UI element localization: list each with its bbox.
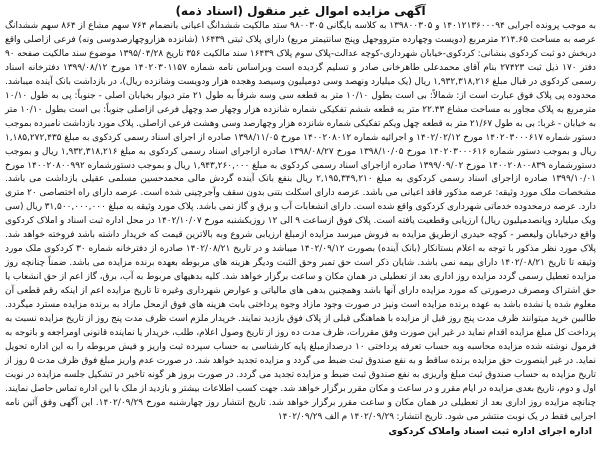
notice-title: آگهی مزایده اموال غیر منقول (اسناد ذمه)	[175, 4, 426, 18]
signature-row	[5, 426, 596, 437]
issuing-office-signature: اداره اجرای اداره ثبت اسناد واملاک کردکوی	[388, 425, 592, 437]
title-bar	[5, 3, 596, 19]
notice-body: به موجب پرونده اجرایی ۱۴۰۱۲۱۳۶۰۰۰۹۴ و ۱۳۹۸۰۰۳۰۵ به کلاسه بایگانی ۹۸۰۰۳۰۵ ستد مالکیت ششدانگ اعیانی بانضمام ۷۶۴ سهم مشاع از ۸۶۴ سهم ششدانگ عرصه به مساحت ۲۱۴.۶۵ مترمربع (دویست وچهارده مترووجهل وپنج سانتیمتر مربع) دارای پلاک ثبتی ۱۶۴۳۹ (شانزده هزاروچهارصدوسی ونه) فرعی ازاصلی واقع دربخش دو ثبت کردکوی بنشانی: کردکوی-خیابان شهرداری-کوچه عدالت-پلاک سوم پلاک ۱۶۴۳۹ سند مالکیت ۳۵۶ تاریخ ۱۳۹۵/۰۴/۲۸ موضوع سند مالکیت صفحه ۹۰ دفتر ۱۷۰ ذیل ثبت ۲۷۴۲۳ بنام آقای محمدعلی طاهرخانی صادر و تسلیم گردیده است وبراساس نامه شماره ۱۴۰۲۰۳۰۱۱۵۷ مورخ ۱۳۹۹/۰۸/۱۲ دفترخانه اسناد رسمی کردکوی در قبال مبلغ ۱,۹۳۲,۳۱۸,۲۱۶ ریال (یک میلیارد ونهصد وسی دومیلیون وسیصد وهجده هزار ودویست وشانزده ریال)، در بازداشت بانک آینده میباشد. محدوده پی پلاک فوق عبارت است از: شمالاً: بی است بطول ۱۰/۱۰ متر به قطعه سی وسه شرقاً به طول ۲۱ متر دیوار بخیابان اصلی - جنوباً: پی به طول ۱۰/۱۰ مترمربع به پلاک مجاور به مساحت مشاع ۲۲.۴۳ متر به قطعه ششم تفکیکی شماره شانزده هزار وچهار صد وچهل فرعی ازاصلی جنوباً: بی است بطول ۱۰/۱۰ متر به خیابان - غربا: بی به طول ۲۱/۶۷ متر به قطعه چهل ویکم تفکیکی شماره شانزده هزار وچهارصد وسی وهشت فرعی ازاصلی. پلاک مورد بازداشت نامبرده بموجب دستور شماره ۱۴۰۲۰۳۰۰۰۶۱۷ مورخ ۱۴۰۲/۰۲/۱۲ و اجرائیه شماره ۱۴۰۰۲۰۸۰۱۲ مورخ ۱۳۹۸/۱۱/۰۵ صادره از اجرای اسناد رسمی کردکوی به مبلغ ۱,۱۸۵,۲۷۲,۴۳۵ ریال و بموجب دستور شماره ۱۴۰۲۰۳۰۰۰۶۱۶ مورخ ۱۳۹۸/۱۰/۰۵ مورخ ۱۳۹۸/۰۸/۲۷ صادره ازاجرای اسناد رسمی کردکوی به مبلغ ۱,۹۳۲,۳۱۸,۲۱۶ ریال و بموجب دستورشماره ۱۴۰۰۲۰۸۰۰۸۳۹ مورخ ۱۳۹۹/۰۹/۰۲ صادره ازاجرای اسناد رسمی کردکوی به مبلغ ۱,۹۴۳,۲۶۰,۰۰۰ ریال و بموجب دستورشماره ۱۴۰۰۲۰۸۰۰۹۹۲ مورخ ۱۳۹۹/۱۰/۰۱ صادره ازاجرای اسناد رسمی کردکوی به مبلغ ۲,۱۹۵,۳۴۹,۲۱۰ ریال بنفع بانک آینده گردش مالی محمدحسین مسلمی عقیلی بازداشت می باشد. مشخصات ملک مورد وثیقه: عرصه مذکور فاقد اعیانی می باشد. عرصه دارای اسکلت بتنی بدون سقف وآجرچینی شده است. عرصه دارای راه اختصاصی ۲۰ متری دارد. عرصه درمحدوده خدماتی شهرداری کردکوی واقع شده است. دارای انشعابات آب و برق و گاز نمی باشد. پلاک مورد وثیقه به مبلغ ۳۱,۵۰۰,۰۰۰,۰۰۰ ریال (سی ویک میلیارد وپانصدمیلیون ریال) ارزیابی وقطعیت یافته است. پلاک فوق ازساعت ۹ الی ۱۲ روزیکشنبه مورخ ۱۴۰۲/۱۰/۰۷ در محل اداره ثبت اسناد و املاک کردکوی واقع درخیابان ولیعصر - کوچه حیدری ازطریق مزایده به فروش میرسد مزایده ازمبلغ ارزیابی شروع وبه بالاترین قیمت که خریدار داشته باشد فروخته خواهد شد. پلاک مورد نظر مذکور با توجه به اعلام بستانکار (بانک آینده) بصورت ۱۴۰۲/۰۹/۱۲ میباشد و در تاریخ ۱۴۰۲/۰۸/۲۱ صادره از دفترخانه شماره ۳۰ کردکوی ملک مورد وثیقه تا تاریخ ۱۴۰۲/۰۸/۲۱ دارای بیمه نمی باشد. شایان ذکر است حق تمبر وحق الثبت ودیگر هزینه های مربوطه بعهده برنده مزایده می باشد. ضمناً چنانچه روز مزایده تعطیل رسمی گردد مزایده روز اداری بعد از تعطیلی در همان مکان و ساعت برگزار خواهد شد. کلیه بدهیهای مربوط به آب، برق، گاز اعم از حق انشعاب یا حق اشتراک ومصرف درصورتی که مورد مزایده دارای آنها باشد وهمچنین بدهی های مالیاتی و عوارض شهرداری وغیره تا تاریخ مزایده اعم از اینکه رقم قطعی آن معلوم شده یا نشده باشد به عهده برنده مزایده است ونیز در صورت وجود مازاد وجوه پرداختی بابت هزینه های فوق ازمحل مازاد به برنده مزایده مسترد میگردد. طالبین خرید میتوانند ظرف مدت پنج روز قبل از مزایده با هماهنگی قبلی از پلاک فوق بازدید نمایند. خریدار ملزم است ظرف مدت پنج روز از تاریخ مزایده نسبت به پرداخت کل مبلغ مزایده اقدام نماید در غیر این صورت وفق مقررات، ظرف مدت ده روز از تاریخ وصول اعلام، طلب، خریدار یا نماینده قانونی اومراجعه و باتوجه به فرمول نوشته شده مزایده محاسبه وبه حساب تعرفه پرداختی ۱۰ درصدازمبلغ پایه کارشناسی به حساب سپرده ثبت واریز و فیش مربوطه را به این اداره تحویل نماید. در غیر اینصورت حق مزایده برنده ساقط و به نفع صندوق ثبت ضبط می گردد و مزایده تجدید خواهد شد. در صورت عدم واریز مبلغ فوق ظرف مدت ۵ روز از تاریخ مزایده به حساب صندوق ثبت مبلغ واریزی به نفع صندوق ثبت ضبط و مزایده تجدید می گردد. در صورت بروز هر گونه تاخیر در تشکیل جلسه مزایده در نوبت اول و دوم، تاریخ بعدی مزایده در ایام مقرر و در ساعت و مکان مقرر برگزار خواهد شد. جهت کسب اطلاعات بیشتر و بازدید از ملک با این اداره تماس حاصل نمایند. چنانچه مزایده روز اداری بعد از تعطیلی در همان مکان و ساعت مقرر برگزار خواهد شد. تاریخ انتشار روز چهارشنبه مورخ ۱۴۰۲/۰۹/۲۹. این آگهی وفق آئین نامه اجرایی فقط در یک نوبت منتشر می شود. تاریخ انتشار: ۱۴۰۲/۰۹/۲۹ م الف ۱۴۰۲/۰۹/۲۹	[5, 21, 597, 422]
